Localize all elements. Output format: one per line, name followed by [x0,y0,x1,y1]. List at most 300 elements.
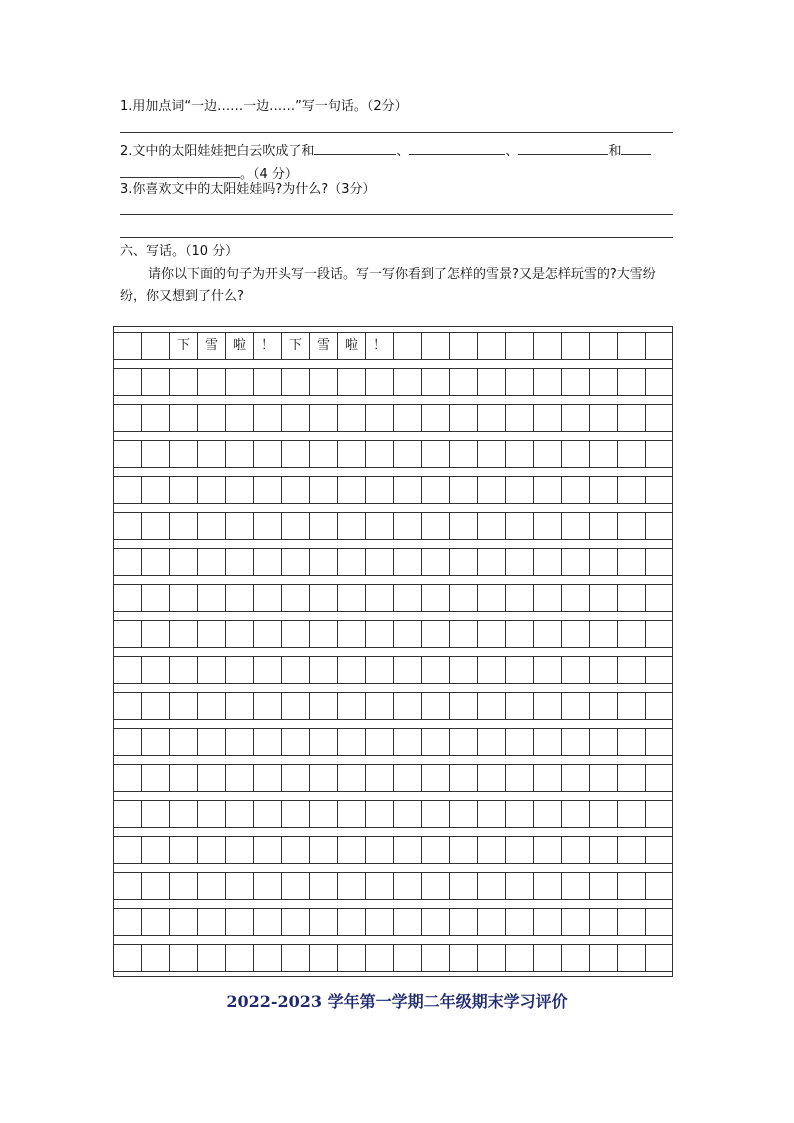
grid-cell[interactable] [534,729,562,755]
grid-cell[interactable] [646,765,672,791]
grid-cell[interactable] [618,513,646,539]
grid-cell[interactable] [478,441,506,467]
grid-cell[interactable] [198,513,226,539]
grid-cell[interactable] [394,909,422,935]
grid-cell[interactable] [450,729,478,755]
grid-cell[interactable]: ！ [366,333,394,359]
grid-cell[interactable] [310,729,338,755]
grid-cell[interactable] [114,333,142,359]
grid-cell[interactable] [198,873,226,899]
grid-cell[interactable] [282,441,310,467]
grid-cell[interactable] [114,873,142,899]
grid-cell[interactable] [618,729,646,755]
grid-cell[interactable] [422,369,450,395]
grid-cell[interactable] [590,405,618,431]
grid-cell[interactable] [338,549,366,575]
grid-cell[interactable] [170,765,198,791]
grid-cell[interactable] [422,333,450,359]
grid-cell[interactable] [646,513,672,539]
grid-cell[interactable] [366,837,394,863]
grid-cell[interactable] [534,477,562,503]
grid-cell[interactable] [506,945,534,971]
grid-cell[interactable] [114,765,142,791]
grid-cell[interactable] [590,477,618,503]
grid-cell[interactable] [226,657,254,683]
grid-cell[interactable] [338,405,366,431]
grid-cell[interactable] [114,441,142,467]
grid-cell[interactable] [366,513,394,539]
grid-cell[interactable] [114,837,142,863]
grid-cell[interactable] [142,621,170,647]
grid-cell[interactable] [310,441,338,467]
grid-cell[interactable] [226,945,254,971]
grid-cell[interactable] [282,477,310,503]
grid-cell[interactable] [142,837,170,863]
grid-cell[interactable] [478,549,506,575]
grid-cell[interactable] [198,621,226,647]
grid-cell[interactable] [254,765,282,791]
grid-cell[interactable] [338,585,366,611]
grid-cell[interactable] [114,621,142,647]
grid-cell[interactable] [198,945,226,971]
grid-cell[interactable] [142,729,170,755]
grid-cell[interactable] [254,837,282,863]
grid-cell[interactable] [366,621,394,647]
grid-cell[interactable] [170,837,198,863]
grid-cell[interactable] [282,621,310,647]
grid-cell[interactable] [506,405,534,431]
grid-cell[interactable] [254,477,282,503]
grid-cell[interactable] [142,693,170,719]
grid-cell[interactable] [198,909,226,935]
grid-cell[interactable] [562,657,590,683]
grid-cell[interactable] [170,549,198,575]
grid-cell[interactable] [142,549,170,575]
grid-cell[interactable] [478,333,506,359]
grid-cell[interactable] [198,657,226,683]
grid-cell[interactable] [310,369,338,395]
answer-blank-4a[interactable] [621,140,651,155]
grid-cell[interactable] [450,621,478,647]
grid-cell[interactable] [114,801,142,827]
grid-cell[interactable] [310,405,338,431]
grid-cell[interactable] [170,657,198,683]
grid-cell[interactable] [282,657,310,683]
grid-cell[interactable] [562,513,590,539]
grid-cell[interactable] [478,693,506,719]
grid-cell[interactable] [282,945,310,971]
grid-cell[interactable] [450,657,478,683]
grid-cell[interactable] [590,621,618,647]
grid-cell[interactable] [170,477,198,503]
grid-cell[interactable] [422,549,450,575]
grid-cell[interactable]: 雪 [310,333,338,359]
grid-cell[interactable] [366,549,394,575]
grid-cell[interactable] [198,441,226,467]
grid-cell[interactable] [142,441,170,467]
grid-cell[interactable] [282,693,310,719]
grid-cell[interactable] [534,693,562,719]
grid-cell[interactable] [618,333,646,359]
grid-cell[interactable] [506,657,534,683]
grid-cell[interactable] [422,945,450,971]
grid-cell[interactable] [562,621,590,647]
grid-cell[interactable] [562,585,590,611]
grid-cell[interactable] [422,873,450,899]
grid-cell[interactable] [282,405,310,431]
grid-cell[interactable] [366,729,394,755]
grid-cell[interactable]: 啦 [226,333,254,359]
grid-cell[interactable] [254,801,282,827]
grid-cell[interactable] [618,621,646,647]
grid-cell[interactable] [506,765,534,791]
grid-cell[interactable] [590,837,618,863]
grid-cell[interactable] [338,729,366,755]
grid-cell[interactable] [646,405,672,431]
grid-cell[interactable] [450,873,478,899]
grid-cell[interactable] [646,621,672,647]
grid-cell[interactable] [450,477,478,503]
grid-cell[interactable] [506,585,534,611]
grid-cell[interactable] [534,405,562,431]
grid-cell[interactable] [394,585,422,611]
grid-cell[interactable] [198,477,226,503]
grid-cell[interactable] [226,693,254,719]
grid-cell[interactable] [478,837,506,863]
grid-cell[interactable] [646,441,672,467]
grid-cell[interactable] [198,801,226,827]
grid-cell[interactable] [394,945,422,971]
grid-cell[interactable] [450,333,478,359]
grid-cell[interactable] [170,585,198,611]
grid-cell[interactable] [338,909,366,935]
grid-cell[interactable] [226,405,254,431]
grid-cell[interactable] [422,477,450,503]
grid-cell[interactable] [478,765,506,791]
grid-cell[interactable] [590,765,618,791]
grid-cell[interactable] [254,873,282,899]
grid-cell[interactable] [114,369,142,395]
grid-cell[interactable] [422,621,450,647]
grid-cell[interactable] [478,945,506,971]
grid-cell[interactable] [282,513,310,539]
grid-cell[interactable] [310,873,338,899]
grid-cell[interactable] [506,873,534,899]
grid-cell[interactable] [590,801,618,827]
grid-cell[interactable] [590,873,618,899]
grid-cell[interactable] [394,837,422,863]
grid-cell[interactable] [534,549,562,575]
grid-cell[interactable] [310,513,338,539]
grid-cell[interactable] [282,801,310,827]
grid-cell[interactable] [478,801,506,827]
grid-cell[interactable] [366,585,394,611]
grid-cell[interactable] [282,369,310,395]
grid-cell[interactable] [562,369,590,395]
grid-cell[interactable] [590,585,618,611]
grid-cell[interactable] [450,945,478,971]
grid-cell[interactable] [562,441,590,467]
grid-cell[interactable] [338,657,366,683]
grid-cell[interactable] [618,405,646,431]
grid-cell[interactable] [506,369,534,395]
grid-cell[interactable] [338,801,366,827]
grid-cell[interactable] [114,657,142,683]
grid-cell[interactable] [478,729,506,755]
grid-cell[interactable] [310,621,338,647]
grid-cell[interactable] [422,909,450,935]
grid-cell[interactable] [366,693,394,719]
answer-blank-1[interactable] [314,140,396,155]
grid-cell[interactable] [646,477,672,503]
grid-cell[interactable] [506,513,534,539]
grid-cell[interactable] [618,837,646,863]
grid-cell[interactable] [534,873,562,899]
grid-cell[interactable]: 下 [282,333,310,359]
grid-cell[interactable] [142,513,170,539]
grid-cell[interactable] [226,441,254,467]
grid-cell[interactable] [478,513,506,539]
grid-cell[interactable] [422,801,450,827]
grid-cell[interactable] [254,909,282,935]
grid-cell[interactable] [366,909,394,935]
grid-cell[interactable] [198,765,226,791]
grid-cell[interactable] [618,441,646,467]
grid-cell[interactable] [282,549,310,575]
grid-cell[interactable] [114,405,142,431]
grid-cell[interactable] [506,621,534,647]
grid-cell[interactable] [338,621,366,647]
grid-cell[interactable] [590,333,618,359]
grid-cell[interactable] [142,333,170,359]
grid-cell[interactable] [422,765,450,791]
grid-cell[interactable] [338,513,366,539]
grid-cell[interactable] [254,585,282,611]
grid-cell[interactable] [114,909,142,935]
grid-cell[interactable] [590,441,618,467]
grid-cell[interactable] [534,909,562,935]
grid-cell[interactable] [646,549,672,575]
grid-cell[interactable] [198,369,226,395]
grid-cell[interactable] [646,657,672,683]
grid-cell[interactable] [170,513,198,539]
grid-cell[interactable] [534,513,562,539]
grid-cell[interactable] [198,729,226,755]
grid-cell[interactable] [478,873,506,899]
grid-cell[interactable] [282,837,310,863]
grid-cell[interactable] [506,837,534,863]
grid-cell[interactable] [450,441,478,467]
grid-cell[interactable] [170,441,198,467]
grid-cell[interactable] [142,909,170,935]
grid-cell[interactable] [562,405,590,431]
grid-cell[interactable] [366,657,394,683]
grid-cell[interactable] [562,729,590,755]
grid-cell[interactable] [310,837,338,863]
grid-cell[interactable] [618,549,646,575]
grid-cell[interactable] [254,441,282,467]
grid-cell[interactable] [534,621,562,647]
grid-cell[interactable] [338,837,366,863]
grid-cell[interactable] [254,657,282,683]
grid-cell[interactable] [618,657,646,683]
grid-cell[interactable] [394,513,422,539]
grid-cell[interactable] [310,585,338,611]
grid-cell[interactable] [142,369,170,395]
grid-cell[interactable] [394,693,422,719]
grid-cell[interactable] [562,837,590,863]
grid-cell[interactable] [618,585,646,611]
grid-cell[interactable] [114,549,142,575]
grid-cell[interactable] [142,765,170,791]
grid-cell[interactable] [226,477,254,503]
grid-cell[interactable] [534,837,562,863]
grid-cell[interactable] [338,945,366,971]
grid-cell[interactable] [226,621,254,647]
grid-cell[interactable] [310,909,338,935]
grid-cell[interactable] [226,873,254,899]
grid-cell[interactable] [394,369,422,395]
grid-cell[interactable] [394,477,422,503]
grid-cell[interactable] [142,945,170,971]
grid-cell[interactable] [506,909,534,935]
grid-cell[interactable] [422,693,450,719]
grid-cell[interactable] [310,945,338,971]
grid-cell[interactable]: 下 [170,333,198,359]
grid-cell[interactable] [450,909,478,935]
grid-cell[interactable] [478,477,506,503]
grid-cell[interactable] [170,693,198,719]
grid-cell[interactable] [450,837,478,863]
grid-cell[interactable] [310,549,338,575]
grid-cell[interactable] [478,621,506,647]
grid-cell[interactable] [534,945,562,971]
grid-cell[interactable] [422,837,450,863]
grid-cell[interactable] [590,729,618,755]
grid-cell[interactable] [422,513,450,539]
grid-cell[interactable] [478,585,506,611]
grid-cell[interactable] [394,621,422,647]
grid-cell[interactable] [170,729,198,755]
grid-cell[interactable] [590,369,618,395]
grid-cell[interactable]: ！ [254,333,282,359]
answer-blank-2[interactable] [409,140,505,155]
grid-cell[interactable] [254,549,282,575]
grid-cell[interactable] [170,369,198,395]
grid-cell[interactable] [422,657,450,683]
grid-cell[interactable] [534,801,562,827]
grid-cell[interactable] [534,333,562,359]
grid-cell[interactable] [310,477,338,503]
grid-cell[interactable] [562,477,590,503]
grid-cell[interactable] [226,513,254,539]
grid-cell[interactable] [478,909,506,935]
grid-cell[interactable] [226,765,254,791]
grid-cell[interactable] [142,801,170,827]
grid-cell[interactable] [450,693,478,719]
grid-cell[interactable] [646,369,672,395]
grid-cell[interactable] [366,405,394,431]
grid-cell[interactable] [394,657,422,683]
grid-cell[interactable] [562,909,590,935]
grid-cell[interactable] [282,873,310,899]
grid-cell[interactable] [534,765,562,791]
grid-cell[interactable] [254,513,282,539]
grid-cell[interactable] [142,585,170,611]
grid-cell[interactable] [254,621,282,647]
grid-cell[interactable] [282,729,310,755]
grid-cell[interactable] [226,369,254,395]
grid-cell[interactable] [366,477,394,503]
grid-cell[interactable] [478,369,506,395]
grid-cell[interactable] [310,693,338,719]
grid-cell[interactable] [198,405,226,431]
grid-cell[interactable] [450,369,478,395]
grid-cell[interactable] [590,549,618,575]
grid-cell[interactable] [394,765,422,791]
grid-cell[interactable] [618,909,646,935]
grid-cell[interactable] [646,801,672,827]
grid-cell[interactable] [646,333,672,359]
grid-cell[interactable] [646,693,672,719]
grid-cell[interactable] [646,585,672,611]
grid-cell[interactable] [338,369,366,395]
grid-cell[interactable] [506,693,534,719]
grid-cell[interactable] [450,513,478,539]
grid-cell[interactable] [562,801,590,827]
answer-blank-3[interactable] [518,140,608,155]
grid-cell[interactable] [394,549,422,575]
grid-cell[interactable] [506,333,534,359]
grid-cell[interactable] [254,729,282,755]
grid-cell[interactable] [618,477,646,503]
grid-cell[interactable] [198,693,226,719]
grid-cell[interactable] [226,549,254,575]
grid-cell[interactable] [590,945,618,971]
grid-cell[interactable] [450,405,478,431]
grid-cell[interactable] [142,477,170,503]
grid-cell[interactable] [646,837,672,863]
grid-cell[interactable] [394,729,422,755]
grid-cell[interactable] [646,945,672,971]
answer-blank-4b[interactable] [120,163,240,178]
grid-cell[interactable] [478,657,506,683]
grid-cell[interactable] [618,693,646,719]
grid-cell[interactable] [590,693,618,719]
grid-cell[interactable] [254,945,282,971]
grid-cell[interactable] [562,873,590,899]
grid-cell[interactable] [422,405,450,431]
grid-cell[interactable] [422,729,450,755]
grid-cell[interactable] [590,657,618,683]
grid-cell[interactable] [562,945,590,971]
grid-cell[interactable] [114,477,142,503]
grid-cell[interactable] [366,801,394,827]
grid-cell[interactable] [590,909,618,935]
grid-cell[interactable] [170,405,198,431]
grid-cell[interactable] [618,765,646,791]
grid-cell[interactable] [646,873,672,899]
grid-cell[interactable] [310,801,338,827]
grid-cell[interactable] [114,513,142,539]
grid-cell[interactable] [114,945,142,971]
grid-cell[interactable] [394,405,422,431]
grid-cell[interactable] [534,657,562,683]
grid-cell[interactable] [618,873,646,899]
grid-cell[interactable] [366,441,394,467]
grid-cell[interactable] [114,585,142,611]
grid-cell[interactable] [282,909,310,935]
